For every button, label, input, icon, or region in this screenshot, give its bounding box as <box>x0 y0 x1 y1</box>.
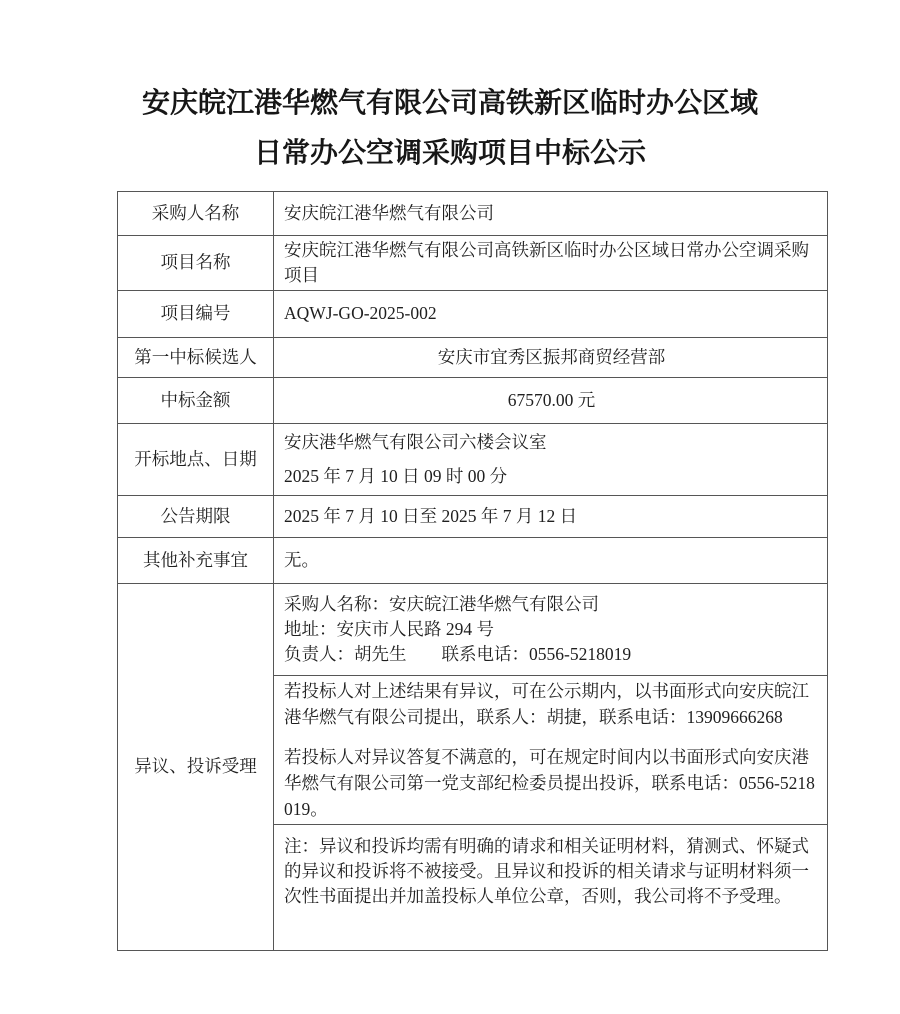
page-title <box>0 19 900 179</box>
objection-procedure-paragraph1: 若投标人对上述结果有异议，可在公示期内，以书面形式向安庆皖江港华燃气有限公司提出，联系人：胡捷，联系电话：13909666268 <box>284 680 809 727</box>
row-value-announcement-period: 2025 年 7 月 10 日至 2025 年 7 月 12 日 <box>274 495 828 537</box>
row-label-award-amount: 中标金额 <box>118 377 274 423</box>
row-label-purchaser: 采购人名称 <box>118 191 274 235</box>
table-row-objection-contact <box>118 583 828 675</box>
row-value-objection-procedure <box>274 675 828 824</box>
row-label-project-name: 项目名称 <box>118 235 274 290</box>
row-value-award-amount: 67570.00 元 <box>274 377 828 423</box>
table-row-purchaser <box>118 191 828 235</box>
page-title-line1: 安庆皖江港华燃气有限公司高铁新区临时办公区域 <box>141 87 758 119</box>
table-row-other-matters <box>118 537 828 583</box>
table-row-announcement-period <box>118 495 828 537</box>
table-row-award-amount <box>118 377 828 423</box>
row-value-project-name: 安庆皖江港华燃气有限公司高铁新区临时办公区域日常办公空调采购项目 <box>274 235 828 290</box>
opening-place-line: 安庆港华燃气有限公司六楼会议室 <box>284 431 547 452</box>
table-row-opening-place-date <box>118 423 828 495</box>
row-label-announcement-period: 公告期限 <box>118 495 274 537</box>
objection-contact-line2: 地址：安庆市人民路 294 号 <box>284 618 494 639</box>
page-title-line2: 日常办公空调采购项目中标公示 <box>253 137 646 169</box>
objection-contact-line3: 负责人：胡先生 联系电话：0556-5218019 <box>284 643 632 664</box>
announcement-page <box>0 19 900 1014</box>
objection-contact-line1: 采购人名称：安庆皖江港华燃气有限公司 <box>284 593 599 614</box>
row-value-purchaser: 安庆皖江港华燃气有限公司 <box>274 191 828 235</box>
table-row-project-number <box>118 290 828 337</box>
row-label-opening-place-date: 开标地点、日期 <box>118 423 274 495</box>
row-label-first-candidate: 第一中标候选人 <box>118 337 274 377</box>
table-row-first-candidate <box>118 337 828 377</box>
table-row-project-name <box>118 235 828 290</box>
row-value-project-number: AQWJ-GO-2025-002 <box>274 290 828 337</box>
opening-date-line: 2025 年 7 月 10 日 09 时 00 分 <box>284 465 508 486</box>
row-value-first-candidate: 安庆市宜秀区振邦商贸经营部 <box>274 337 828 377</box>
row-label-project-number: 项目编号 <box>118 290 274 337</box>
row-value-objection-note: 注：异议和投诉均需有明确的请求和相关证明材料，猜测式、怀疑式的异议和投诉将不被接受。且异议和投诉的相关请求与证明材料须一次性书面提出并加盖投标人单位公章，否则，我公司将不予受理。 <box>274 824 828 950</box>
objection-procedure-paragraph2: 若投标人对异议答复不满意的，可在规定时间内以书面形式向安庆港华燃气有限公司第一党支部纪检委员提出投诉，联系电话：0556-5218019。 <box>284 746 815 819</box>
row-value-other-matters: 无。 <box>274 537 828 583</box>
row-value-objection-contact <box>274 583 828 675</box>
row-label-objection-handling: 异议、投诉受理 <box>118 583 274 950</box>
row-value-opening-place-date <box>274 423 828 495</box>
announcement-table <box>117 191 828 951</box>
row-label-other-matters: 其他补充事宜 <box>118 537 274 583</box>
